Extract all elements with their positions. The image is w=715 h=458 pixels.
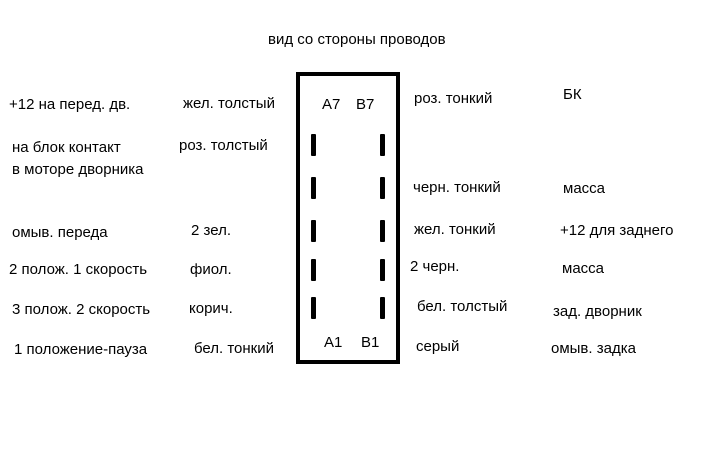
- pin-a2: [311, 297, 316, 319]
- pin-label-a1: A1: [324, 334, 343, 351]
- pin-label-b7: B7: [356, 96, 375, 113]
- pin-a5: [311, 177, 316, 199]
- pin-a4: [311, 220, 316, 242]
- right-wire-3: жел. тонкий: [414, 221, 496, 238]
- right-wire-2: черн. тонкий: [413, 179, 501, 196]
- pin-label-a7: A7: [322, 96, 341, 113]
- connector-body: [296, 72, 400, 364]
- left-wire-1: жел. толстый: [183, 95, 275, 112]
- pin-b5: [380, 177, 385, 199]
- left-function-6: 1 положение-пауза: [14, 341, 148, 358]
- right-wire-5: бел. толстый: [417, 298, 508, 315]
- pin-b4: [380, 220, 385, 242]
- pin-label-b1: B1: [361, 334, 380, 351]
- left-function-2-line2: в моторе дворника: [12, 161, 144, 178]
- left-function-3: омыв. переда: [12, 224, 108, 241]
- left-wire-6: бел. тонкий: [194, 340, 275, 357]
- right-function-5: зад. дворник: [553, 303, 642, 320]
- left-wire-5: корич.: [189, 300, 233, 317]
- right-wire-4: 2 черн.: [410, 258, 460, 275]
- diagram-title: вид со стороны проводов: [268, 31, 446, 48]
- pin-b6: [380, 134, 385, 156]
- left-function-1: +12 на перед. дв.: [9, 96, 131, 113]
- pin-b3: [380, 259, 385, 281]
- right-function-1: БК: [563, 86, 582, 103]
- pin-b2: [380, 297, 385, 319]
- left-wire-3: 2 зел.: [191, 222, 231, 239]
- left-wire-4: фиол.: [190, 261, 232, 278]
- right-wire-6: серый: [416, 338, 460, 355]
- right-function-6: омыв. задка: [551, 340, 636, 357]
- right-function-4: масса: [562, 260, 604, 277]
- left-function-4: 2 полож. 1 скорость: [9, 261, 148, 278]
- right-wire-1: роз. тонкий: [414, 90, 493, 107]
- left-wire-2: роз. толстый: [179, 137, 268, 154]
- right-function-3: +12 для заднего: [560, 222, 674, 239]
- pin-a3: [311, 259, 316, 281]
- left-function-5: 3 полож. 2 скорость: [12, 301, 151, 318]
- pin-a6: [311, 134, 316, 156]
- right-function-2: масса: [563, 180, 605, 197]
- left-function-2: на блок контакт: [12, 139, 121, 156]
